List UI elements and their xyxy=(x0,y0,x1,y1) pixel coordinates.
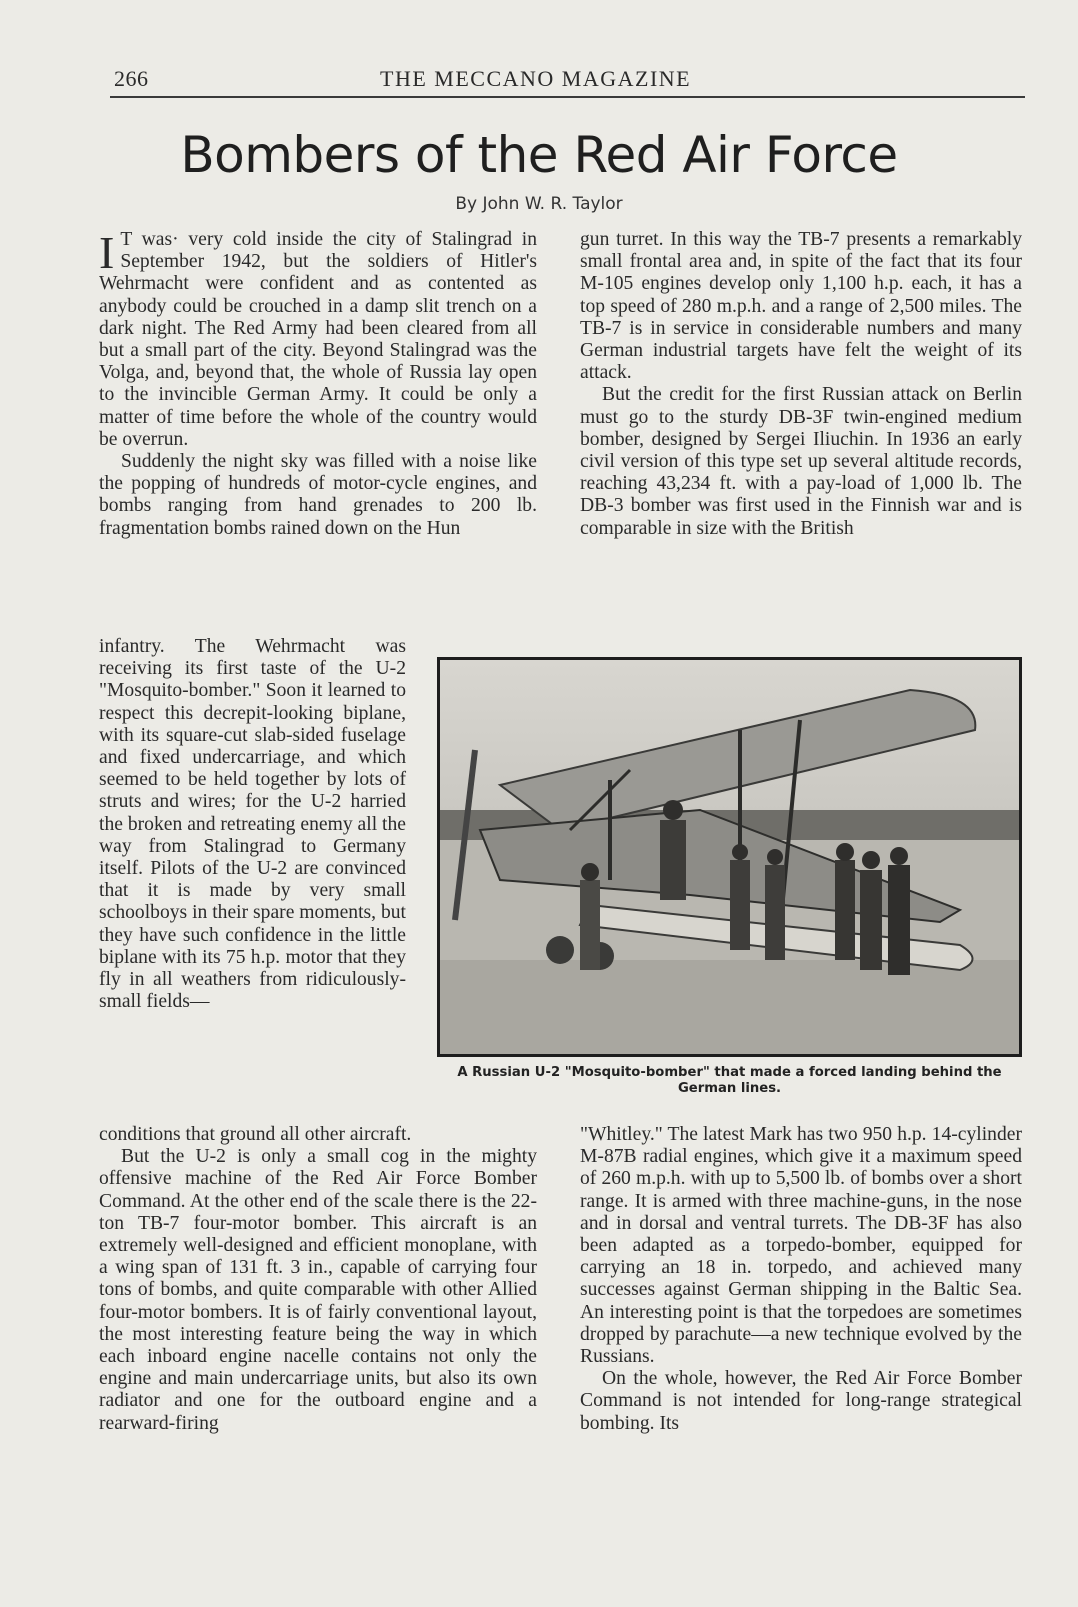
left-column-top xyxy=(99,229,537,540)
right-column-top xyxy=(580,229,1022,540)
page-number: 266 xyxy=(114,66,149,91)
u2-biplane-illustration xyxy=(440,660,1019,1054)
left-column-beside-photo xyxy=(99,636,406,1013)
paragraph: But the U-2 is only a small cog in the mighty offensive machine of the Red Air Force Bomber Command. At the other end of the scale there is the 22-ton TB-7 four-motor bomber. This aircraft is an extremely well-designed and efficient monoplane, with a wing span of 131 ft. 3 in., capable of carrying four tons of bombs, and quite comparable with other Allied four-motor bombers. It is of fairly conventional layout, the most interesting feature being the way in which each inboard engine nacelle contains not only the engine and main undercarriage units, but also its own radiator and one for the outboard engine and a rearward-firing xyxy=(99,1146,537,1434)
paragraph: Suddenly the night sky was filled with a noise like the popping of hundreds of motor-cycle engines, and bombs ranging from hand grenades to 200 lb. fragmentation bombs rained down on the Hun xyxy=(99,451,537,539)
paragraph: On the whole, however, the Red Air Force Bomber Command is not intended for long-range strategical bombing. Its xyxy=(580,1368,1022,1434)
paragraph: gun turret. In this way the TB-7 presents a remarkably small frontal area and, in spite of the fact that its four M-105 engines develop only 1,100 h.p. each, it has a top speed of 280 m.p.h. and a range of 2,500 miles. The TB-7 is in service in considerable numbers and many German industrial targets have felt the weight of its attack. xyxy=(580,229,1022,384)
drop-cap: I xyxy=(99,227,115,278)
paragraph xyxy=(99,229,537,451)
magazine-title: THE MECCANO MAGAZINE xyxy=(380,66,692,91)
paragraph: "Whitley." The latest Mark has two 950 h.p. 14-cylinder M-87B radial engines, which give it a maximum speed of 260 m.p.h. with up to 5,500 lb. of bombs over a short range. It is armed with three machine-guns, in the nose and in dorsal and ventral turrets. The DB-3F has also been adapted as a torpedo-bomber, equipped for carrying an 18 in. torpedo, and achieved many successes against German shipping in the Baltic Sea. An interesting point is that the torpedoes are sometimes dropped by parachute—a new technique evolved by the Russians. xyxy=(580,1124,1022,1368)
running-header xyxy=(110,66,1025,98)
biplane-photo xyxy=(437,657,1022,1057)
left-column-bottom xyxy=(99,1124,537,1435)
right-column-bottom xyxy=(580,1124,1022,1435)
paragraph: conditions that ground all other aircraft. xyxy=(99,1124,412,1145)
article-title: Bombers of the Red Air Force xyxy=(180,126,898,184)
paragraph-text: T was· very cold inside the city of Stalingrad in September 1942, but the soldiers of Hitler's Wehrmacht were confident and as contented as anybody could be crouched in a damp slit trench on a dark night. The Red Army had been cleared from all but a small part of the city. Beyond Stalingrad was the Volga, and, beyond that, the whole of Russia lay open to the invincible German Army. It could be only a matter of time before the whole of the country would be overrun. xyxy=(99,229,537,450)
article-byline: By John W. R. Taylor xyxy=(455,194,623,214)
photo-caption: A Russian U-2 "Mosquito-bomber" that made a forced landing behind the German lines. xyxy=(457,1065,1002,1096)
paragraph: But the credit for the first Russian attack on Berlin must go to the sturdy DB-3F twin-engined medium bomber, designed by Sergei Iliuchin. In 1936 an early civil version of this type set up several altitude records, reaching 43,234 ft. with a pay-load of 1,000 lb. The DB-3 bomber was first used in the Finnish war and is comparable in size with the British xyxy=(580,384,1022,539)
paragraph: infantry. The Wehrmacht was receiving its first taste of the U-2 "Mosquito-bomber." Soon it learned to respect this decrepit-looking biplane, with its square-cut slab-sided fuselage and fixed undercarriage, and which seemed to be held together by lots of struts and wires; for the U-2 harried the broken and retreating enemy all the way from Stalingrad to Germany itself. Pilots of the U-2 are convinced that it is made by very small schoolboys in their spare moments, but they have such confidence in the little biplane with its 75 h.p. motor that they fly in all weathers from ridiculously-small fields— xyxy=(99,636,406,1013)
